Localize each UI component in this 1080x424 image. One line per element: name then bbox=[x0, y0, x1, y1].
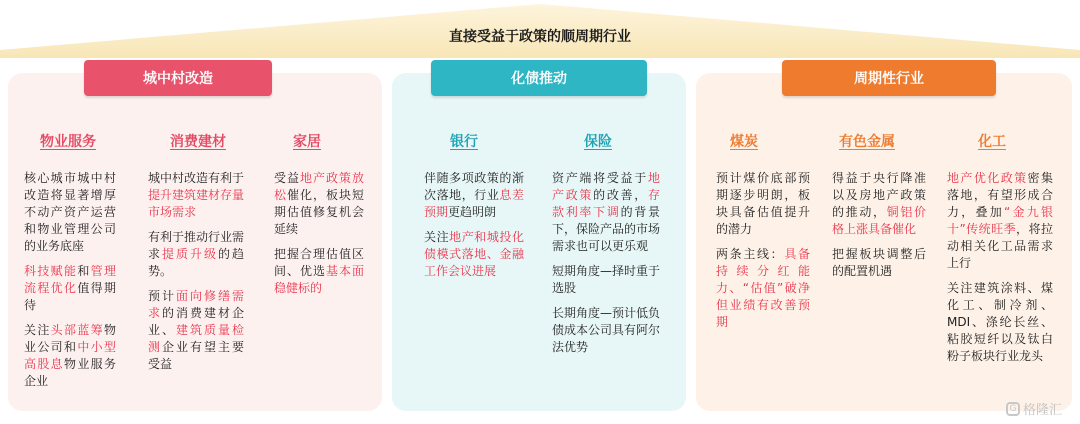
logo-icon: G bbox=[1006, 402, 1020, 416]
body-text: 的消费建材企业、 bbox=[148, 306, 244, 337]
paragraph bbox=[552, 263, 660, 297]
paragraph bbox=[148, 170, 244, 221]
paragraph bbox=[947, 280, 1053, 365]
paragraph bbox=[832, 246, 926, 280]
paragraph bbox=[552, 170, 660, 255]
panel-title-debt-resolution: 化债推动 bbox=[431, 60, 647, 96]
heading-consumer-building-materials: 消费建材 bbox=[170, 134, 226, 150]
highlighted-text: 存款利率下调 bbox=[552, 188, 660, 219]
paragraph bbox=[947, 170, 1053, 272]
paragraph bbox=[24, 322, 116, 390]
paragraph bbox=[24, 263, 116, 314]
body-text: 把握合理估值区间、优选 bbox=[274, 247, 364, 278]
paragraph bbox=[424, 229, 524, 280]
highlighted-text: 基本面稳健标的 bbox=[274, 264, 364, 295]
body-text: 物业公司和 bbox=[24, 323, 116, 354]
body-text: 把握板块调整后的配置机遇 bbox=[832, 247, 926, 278]
highlighted-text: 具备持续分红能力、“估值”破净但业绩有改善预期 bbox=[716, 247, 810, 329]
body-text: 物业服务企业 bbox=[24, 357, 116, 388]
body-text: 的改善， bbox=[593, 188, 648, 202]
column-banking bbox=[424, 170, 524, 288]
body-text: 资产端将受益于 bbox=[552, 171, 648, 185]
heading-property-services: 物业服务 bbox=[40, 134, 96, 150]
body-text: 企业有望主要受益 bbox=[148, 340, 244, 371]
highlighted-text: “金九银十”传统旺季 bbox=[947, 205, 1053, 236]
column-property-services bbox=[24, 170, 116, 398]
paragraph bbox=[716, 246, 810, 331]
paragraph bbox=[832, 170, 926, 238]
body-text: 关注 bbox=[424, 230, 450, 244]
body-text: 短期角度—择时重于选股 bbox=[552, 264, 661, 295]
body-text: ，将拉动相关化工品需求上行 bbox=[947, 222, 1053, 270]
highlighted-text: 铜铝价格上涨具备催化 bbox=[832, 205, 926, 236]
highlighted-text: 中小型高股息 bbox=[24, 340, 116, 371]
heading-banking: 银行 bbox=[450, 134, 478, 150]
highlighted-text: 息差预期 bbox=[424, 188, 524, 219]
heading-chemicals: 化工 bbox=[978, 134, 1006, 150]
column-coal bbox=[716, 170, 810, 339]
body-text: 得益于央行降准以及房地产政策的推动， bbox=[832, 171, 926, 219]
column-nonferrous-metals bbox=[832, 170, 926, 288]
body-text: 预计煤价底部预期逐步明朗，板块具备估值提升的潜力 bbox=[716, 171, 810, 236]
body-text: 城中村改造有利于 bbox=[148, 171, 245, 185]
heading-insurance: 保险 bbox=[584, 134, 612, 150]
body-text: 值得期待 bbox=[24, 281, 116, 312]
heading-nonferrous-metals: 有色金属 bbox=[839, 134, 895, 150]
column-consumer-building-materials bbox=[148, 170, 244, 381]
highlighted-text: 提质升级 bbox=[162, 247, 218, 261]
body-text: 的趋势。 bbox=[148, 247, 244, 278]
column-home-furnishing bbox=[274, 170, 364, 305]
paragraph bbox=[274, 170, 364, 238]
watermark bbox=[1006, 399, 1062, 418]
body-text: 的背景下，保险产品的市场需求也可以更乐观 bbox=[552, 205, 661, 253]
panel-title-cyclical: 周期性行业 bbox=[782, 60, 996, 96]
column-chemicals bbox=[947, 170, 1053, 373]
page-title: 直接受益于政策的顺周期行业 bbox=[449, 29, 631, 45]
highlighted-text: 建筑质量检测 bbox=[148, 323, 244, 354]
highlighted-text: 面向修缮需求 bbox=[148, 289, 244, 320]
body-text: 密集落地，有望形成合力，叠加 bbox=[947, 171, 1053, 219]
body-text: 有利于推动行业需求 bbox=[148, 230, 245, 261]
highlighted-text: 地产政策 bbox=[552, 171, 660, 202]
body-text: 和 bbox=[77, 264, 91, 278]
body-text: 更趋明朗 bbox=[448, 205, 497, 219]
column-insurance bbox=[552, 170, 660, 364]
highlighted-text: 地产和城投化债模式落地、金融工作会议进展 bbox=[424, 230, 524, 278]
body-text: 关注建筑涂料、煤化工、制冷剂、MDI、涤纶长丝、粘胶短纤以及钛白粉子板块行业龙头 bbox=[947, 281, 1053, 363]
paragraph bbox=[148, 288, 244, 373]
heading-coal: 煤炭 bbox=[730, 134, 758, 150]
highlighted-text: 科技赋能 bbox=[24, 264, 78, 278]
paragraph bbox=[716, 170, 810, 238]
body-text: 核心城市城中村改造将显著增厚不动产资产运营和物业管理公司的业务底座 bbox=[24, 171, 116, 253]
body-text: 受益 bbox=[274, 171, 300, 185]
body-text: 关注 bbox=[24, 323, 51, 337]
heading-home-furnishing: 家居 bbox=[293, 134, 321, 150]
highlighted-text: 提升建筑建材存量市场需求 bbox=[148, 188, 245, 219]
highlighted-text: 地产优化政策 bbox=[947, 171, 1028, 185]
paragraph bbox=[24, 170, 116, 255]
paragraph bbox=[274, 246, 364, 297]
body-text: 长期角度—预计低负债成本公司具有阿尔法优势 bbox=[552, 306, 661, 354]
body-text: 两条主线： bbox=[716, 247, 785, 261]
paragraph bbox=[148, 229, 244, 280]
body-text: 伴随多项政策的渐次落地，行业 bbox=[424, 171, 524, 202]
body-text: 催化，板块短期估值修复机会延续 bbox=[274, 188, 364, 236]
watermark-text: 格隆汇 bbox=[1022, 403, 1062, 418]
body-text: 预计 bbox=[148, 289, 176, 303]
paragraph bbox=[552, 305, 660, 356]
panel-title-urban-village: 城中村改造 bbox=[84, 60, 272, 96]
paragraph bbox=[424, 170, 524, 221]
highlighted-text: 头部蓝筹 bbox=[50, 323, 104, 337]
highlighted-text: 管理流程优化 bbox=[24, 264, 116, 295]
highlighted-text: 地产政策放松 bbox=[274, 171, 364, 202]
